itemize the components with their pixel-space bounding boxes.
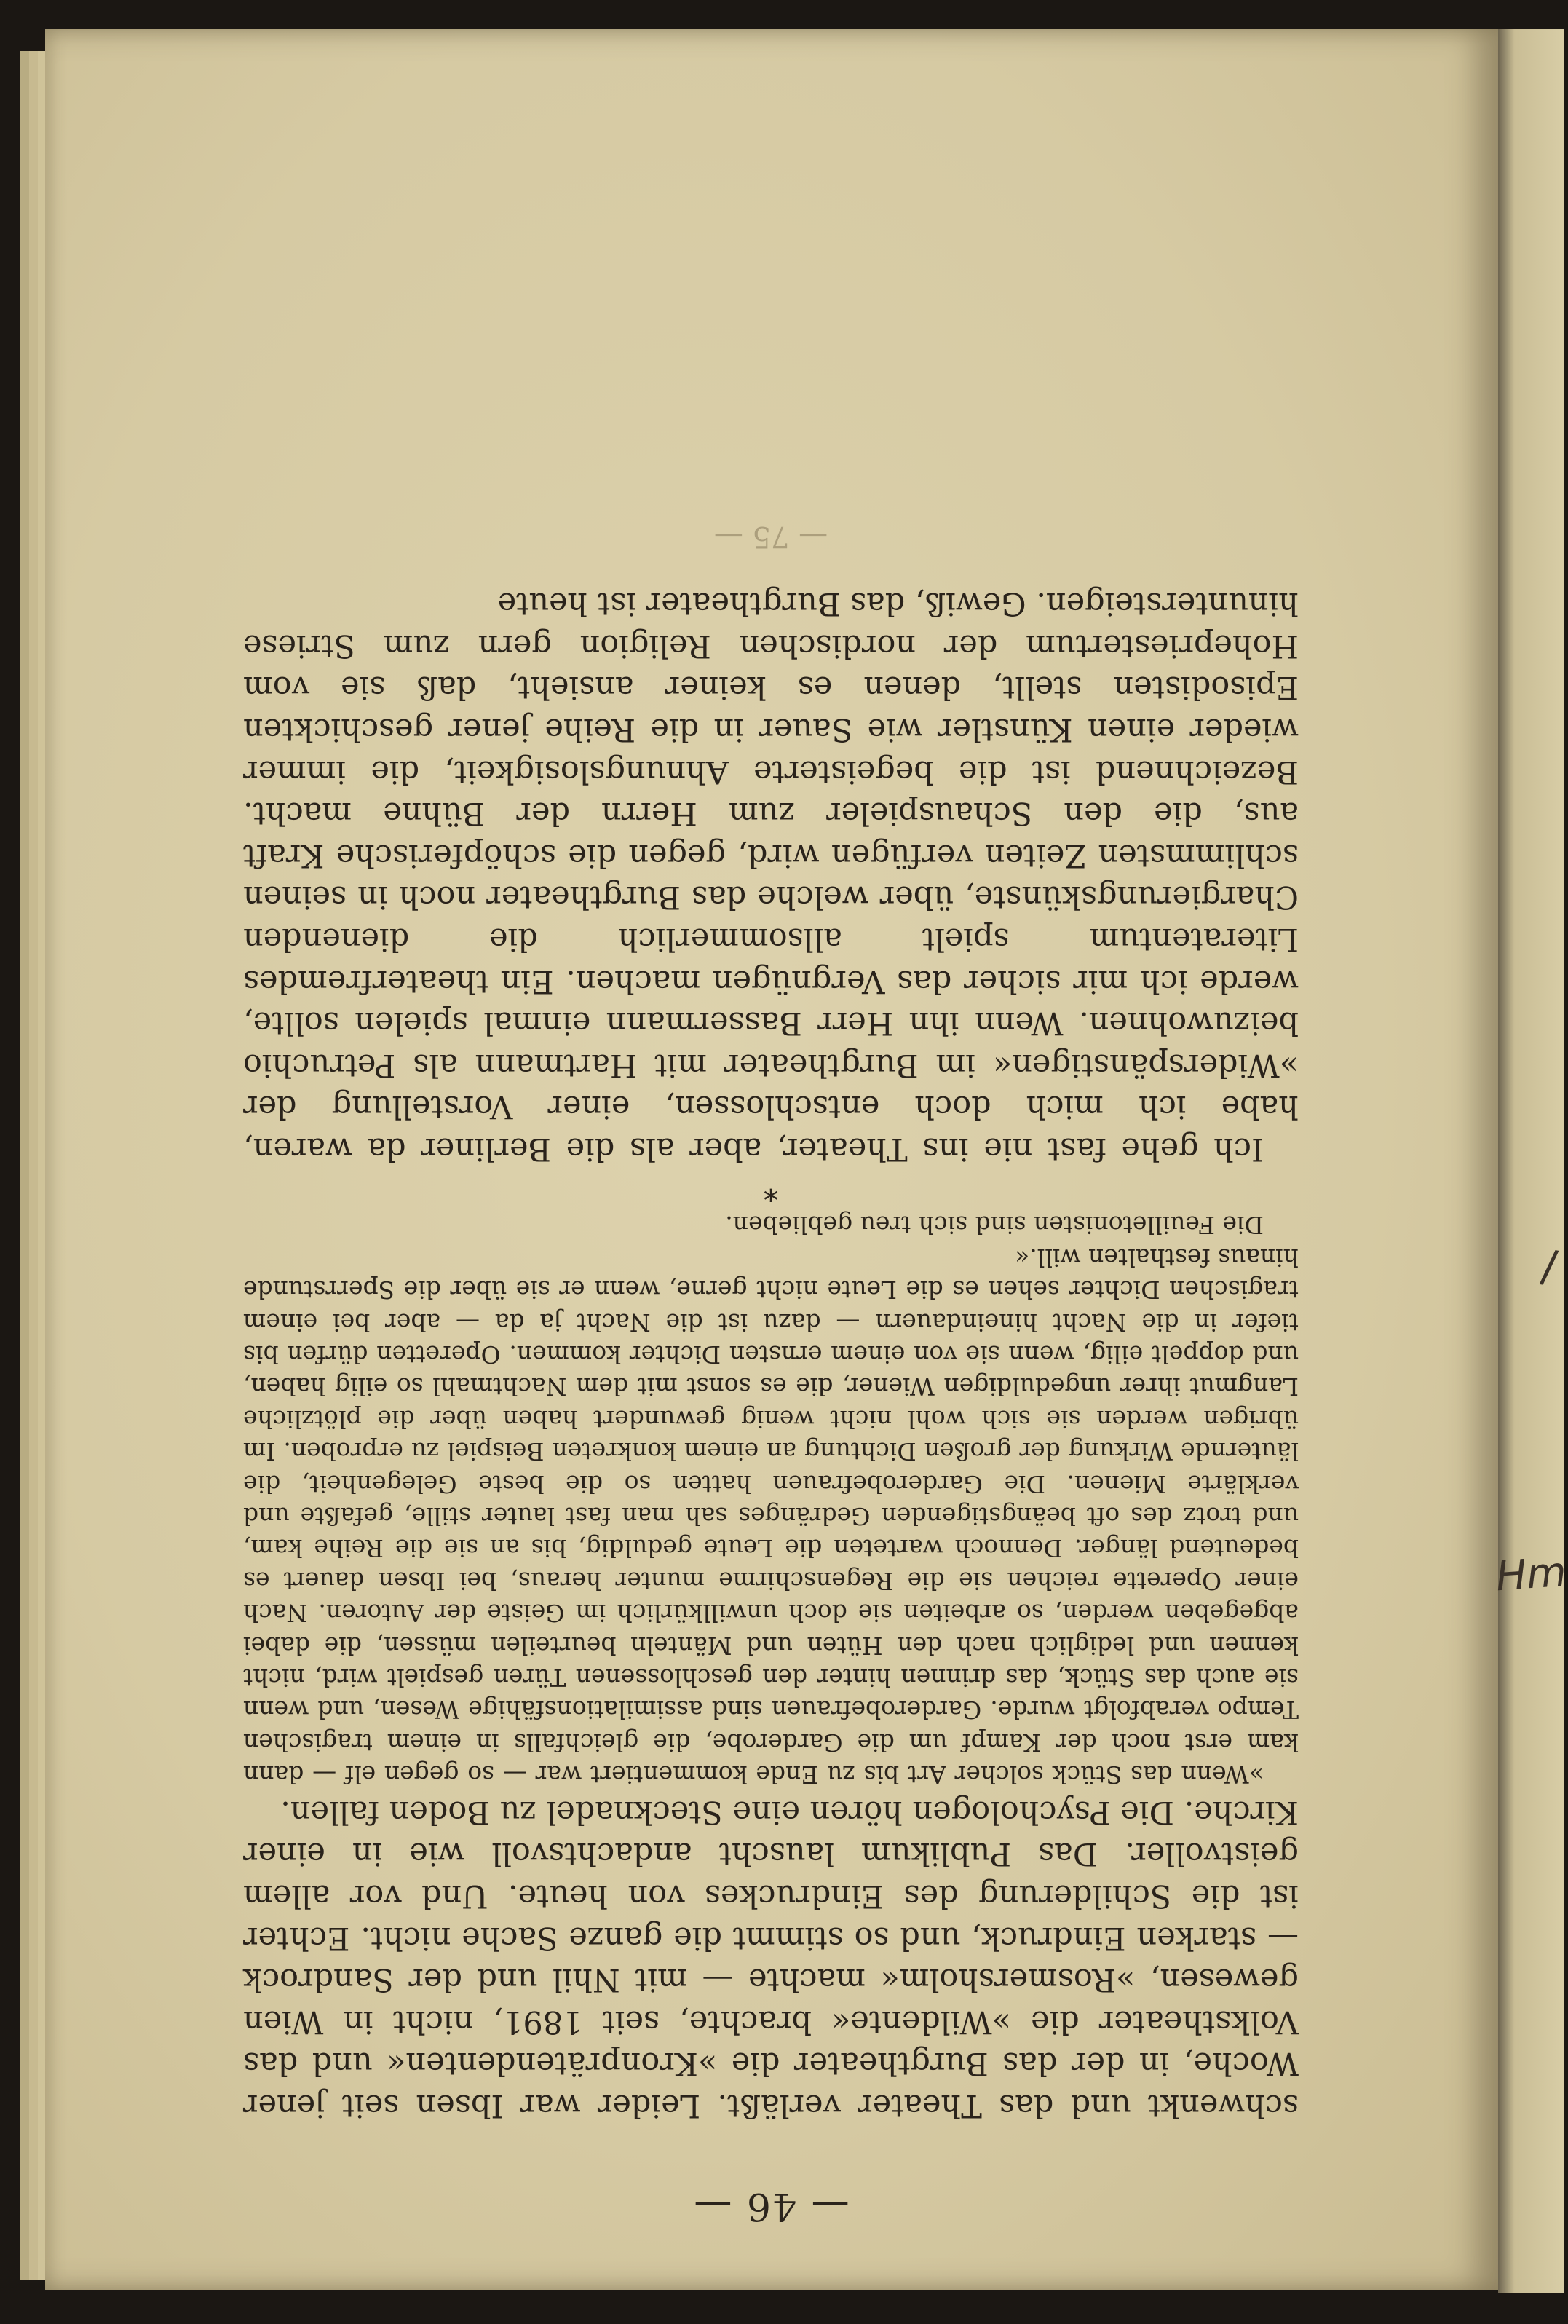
section-separator: *: [764, 1172, 778, 1206]
faint-bleedthrough-number: — 75 —: [713, 519, 828, 553]
page-number: — 46 —: [692, 2184, 850, 2228]
quoted-feuilleton: »Wenn das Stück solcher Art bis zu Ende kommentiert war — so gegen elf — dann kam erst noch der Kampf um die Garderobe, die gleichfalls in einem tragischen Tempo verabfolgt wurde. Garderobefrauen sind assimilationsfähige Wesen, und wenn sie auch das Stück, das drinnen hinter den geschlossenen Türen gespielt wird, nicht kennen und lediglich nach den Hüten und Mänteln beurteilen müssen, die dabei abgegeben werden, so arbeiten sie doch unwillkürlich im Geiste der Autoren. Nach einer Operette reichen sie die Regenschirme munter heraus, bei Ibsen dauert es bedeutend länger. Dennoch warteten die Leute geduldig, bis an sie die Reihe kam, und trotz des oft beängstigenden Gedränges sah man fast lauter stille, gefaßte und verklärte Mienen. Die Garderobefrauen hatten so die beste Gelegenheit, die läuternde Wirkung der großen Dichtung an einem konkreten Beispiel zu erproben. Im übrigen werden sie sich wohl nicht wenig gewundert haben über die plötzliche Langmut ihrer ungeduldigen Wiener, die es sonst mit dem Nachtmahl so eilig haben, und doppelt eilig, wenn sie von einem ernsten Dichter kommen. Operetten dürfen bis tiefer in die Nacht hineindauern — dazu ist die Nacht ja da — aber bei einem tragischen Dichter sehen es die Leute nicht gerne, wenn er sie über die Sperrstunde hinaus festhalten will.«: [243, 1243, 1299, 1790]
page-content-upside-down: [243, 364, 1299, 2228]
pencil-slash-mark: /: [1538, 1240, 1560, 1294]
quote-closing-line: Die Feuilletonisten sind sich treu geblieben.: [725, 1211, 1264, 1240]
pencil-annotation: Hm: [1494, 1548, 1568, 1601]
book-page: [45, 29, 1498, 2290]
paragraph-ibsen: schwenkt und das Theater verläßt. Leider war Ibsen seit jener Woche, in der das Burgtheater die »Kronprätendenten« und das Volkstheater die »Wildente« brachte, seit 1891, nicht in Wien gewesen, »Rosmersholm« machte — mit Nhil und der Sandrock — starken Eindruck, und so stimmt die ganze Sache nicht. Echter ist die Schilderung des Eindruckes von heute. Und vor allem geistvoller. Das Publikum lauscht andachtsvoll wie in einer Kirche. Die Psychologen hören eine Stecknadel zu Boden fallen.: [243, 1793, 1299, 2124]
facing-page-edge: [1498, 29, 1564, 2293]
paragraph-berliner: Ich gehe fast nie ins Theater, aber als die Berliner da waren, habe ich mich doch entschlossen, einer Vorstellung der »Widerspänstigen« im Burgtheater mit Hartmann als Petruchio beizuwohnen. Wenn ihn Herr Bassermann einmal spielen sollte, werde ich mir sicher das Vergnügen machen. Ein theaterfremdes Literatentum spielt allsommerlich die dienenden Chargierungskünste, über welche das Burgtheater noch in seinen schlimmsten Zeiten verfügen wird, gegen die schöpferische Kraft aus, die den Schauspieler zum Herrn der Bühne macht. Bezeichnend ist die begeisterte Ahnungslosigkeit, die immer wieder einen Künstler wie Sauer in die Reihe jener geschickten Episodisten stellt, denen es keiner ansieht, daß sie vom Hohepriestertum der nordischen Religion gern zum Striese hinuntersteigen. Gewiß, das Burgtheater ist heute: [243, 585, 1299, 1167]
